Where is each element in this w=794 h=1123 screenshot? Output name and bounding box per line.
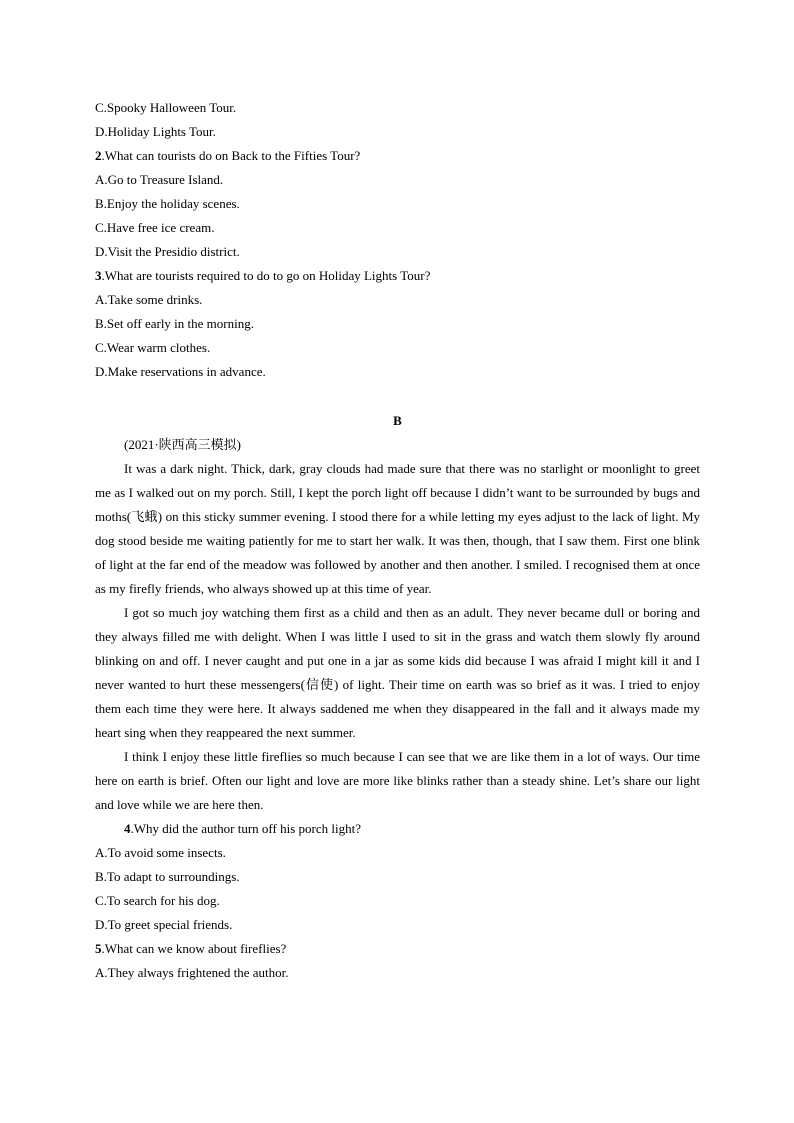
- document-page: [95, 96, 700, 985]
- question-number: 4: [124, 821, 131, 836]
- question-2: [95, 144, 700, 168]
- question-text: .What can we know about fireflies?: [101, 941, 287, 956]
- question-4: [95, 817, 700, 841]
- option-q2-d: D.Visit the Presidio district.: [95, 244, 240, 259]
- option-q4-b: B.To adapt to surroundings.: [95, 869, 240, 884]
- question-5: [95, 937, 700, 961]
- option-q1-c: C.Spooky Halloween Tour.: [95, 100, 237, 115]
- question-number: 3: [95, 268, 102, 283]
- question-text: .What are tourists required to do to go on Holiday Lights Tour?: [101, 268, 431, 283]
- option-q4-d: D.To greet special friends.: [95, 917, 233, 932]
- passage-source: (2021·陕西高三模拟): [124, 437, 241, 452]
- section-b-title: B: [393, 413, 402, 428]
- question-number: 2: [95, 148, 102, 163]
- passage-paragraph-1: It was a dark night. Thick, dark, gray clouds had made sure that there was no starlight or moonlight to greet me as I walked out on my porch. Still, I kept the porch light off because I didn’t want to be surrounded by bugs and moths(飞蛾) on this sticky summer evening. I stood there for a while letting my eyes adjust to the lack of light. My dog stood beside me waiting patiently for me to start her walk. It was then, though, that I saw them. First one blink of light at the far end of the meadow was followed by another and then another. I smiled. I recognised them at once as my firefly friends, who always showed up at this time of year.: [95, 461, 700, 596]
- option-q2-b: B.Enjoy the holiday scenes.: [95, 196, 240, 211]
- option-q3-a: A.Take some drinks.: [95, 292, 203, 307]
- option-q1-d: D.Holiday Lights Tour.: [95, 124, 216, 139]
- option-q4-c: C.To search for his dog.: [95, 893, 220, 908]
- question-3: [95, 264, 700, 288]
- option-q2-a: A.Go to Treasure Island.: [95, 172, 224, 187]
- option-q5-a: A.They always frightened the author.: [95, 965, 289, 980]
- option-q4-a: A.To avoid some insects.: [95, 845, 226, 860]
- question-number: 5: [95, 941, 102, 956]
- passage-paragraph-3: I think I enjoy these little fireflies so much because I can see that we are like them in a lot of ways. Our time here on earth is brief. Often our light and love are more like blinks rather than a steady shine. Let’s share our light and love while we are here then.: [95, 749, 700, 812]
- option-q3-b: B.Set off early in the morning.: [95, 316, 254, 331]
- option-q3-d: D.Make reservations in advance.: [95, 364, 266, 379]
- question-text: .What can tourists do on Back to the Fifties Tour?: [101, 148, 361, 163]
- passage-paragraph-2: I got so much joy watching them first as a child and then as an adult. They never became dull or boring and they always filled me with delight. When I was little I used to sit in the grass and watch them slowly fly around blinking on and off. I never caught and put one in a jar as some kids did because I was afraid I might kill it and I never wanted to hurt these messengers(信使) of light. Their time on earth was so brief as it was. I tried to enjoy them each time they were here. It always saddened me when they disappeared in the fall and it always made my heart sing when they reappeared the next summer.: [95, 605, 700, 740]
- option-q3-c: C.Wear warm clothes.: [95, 340, 211, 355]
- option-q2-c: C.Have free ice cream.: [95, 220, 215, 235]
- question-text: .Why did the author turn off his porch light?: [130, 821, 361, 836]
